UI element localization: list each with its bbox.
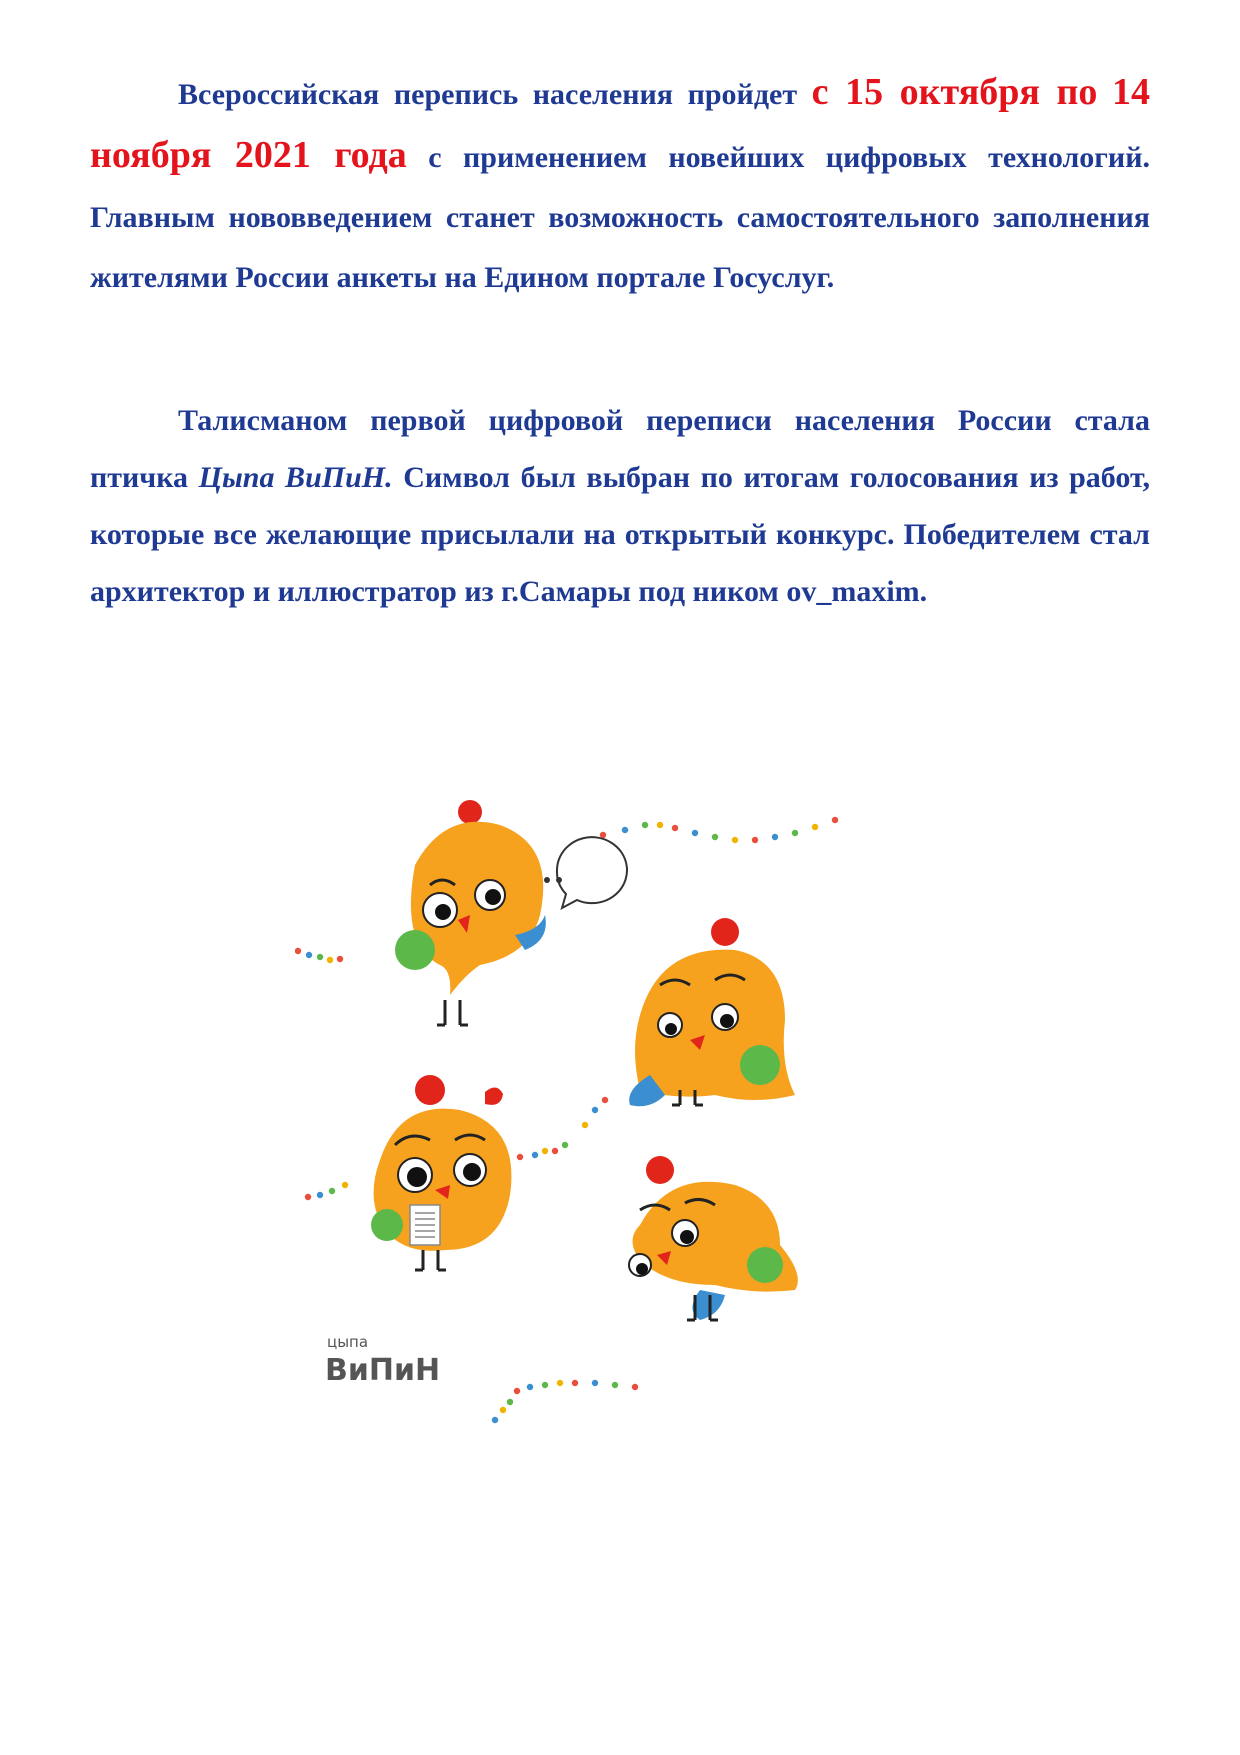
mascot-description-text: Символ был выбран по итогам голосования из работ, которые все желающие присылали на открытый конкурс. Победителем стал архитектор и иллюстратор из г.Самары под ником ov_maxim. [90, 461, 1150, 608]
census-dates-start: с 15 октября по [811, 71, 1098, 113]
bird-bottom-left [371, 1075, 511, 1270]
garland-dots [295, 817, 838, 1423]
speech-bubble [532, 837, 627, 908]
paragraph-census-dates [90, 62, 1150, 308]
logo-small-text: цыпа [327, 1333, 369, 1351]
mascot-illustration [295, 785, 935, 1445]
bird-top-left [395, 800, 546, 1025]
bird-top-right [629, 918, 795, 1106]
vipin-logo [325, 1333, 440, 1388]
mascot-intro-text: Талисманом первой цифровой переписи населения России стала птичка [90, 404, 1150, 494]
census-intro-text: Всероссийская перепись населения пройдет [178, 78, 812, 111]
mascot-name: Цыпа ВиПиН. [198, 461, 393, 494]
paragraph-mascot [90, 392, 1150, 620]
logo-big-text: ВиПиН [325, 1353, 441, 1388]
census-dates-end: 14 ноября 2021 года [90, 71, 1150, 176]
census-description-text: с применением новейших цифровых технологий. Главным нововведением станет возможность самостоятельного заполнения жителями России анкеты на Едином портале Госуслуг. [90, 141, 1151, 294]
bird-bottom-right [629, 1156, 798, 1320]
